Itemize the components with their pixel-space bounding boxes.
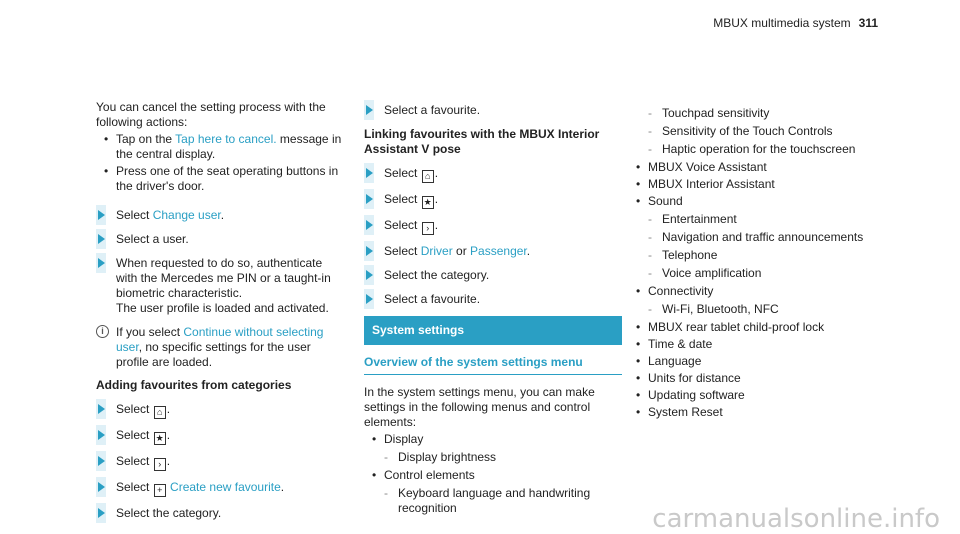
list-subitem: - Voice amplification xyxy=(648,266,906,281)
list-subitem: - Entertainment xyxy=(648,212,906,227)
list-item: • Units for distance xyxy=(636,371,906,386)
step-item: Select Driver or Passenger. xyxy=(364,244,622,259)
section-heading: Linking favourites with the MBUX Interior Assistant V pose xyxy=(364,127,600,156)
step-item: Select › . xyxy=(96,454,344,471)
step-arrow-icon xyxy=(366,246,373,256)
driver-link[interactable]: Driver xyxy=(420,244,453,258)
step-arrow-icon xyxy=(98,456,105,466)
step-arrow-icon xyxy=(366,105,373,115)
step-arrow-icon xyxy=(366,168,373,178)
column-2 xyxy=(364,103,622,519)
plus-icon: + xyxy=(154,484,166,497)
step-item: When requested to do so, authenticate with the Mercedes me PIN or a taught-in biometric characteristic. The user profile is loaded and activated. xyxy=(96,256,344,316)
step-arrow-icon xyxy=(366,270,373,280)
column-3 xyxy=(636,103,906,422)
list-item: • MBUX Voice Assistant xyxy=(636,160,906,175)
list-item: • Press one of the seat operating buttons in the driver's door. xyxy=(104,164,344,194)
chevron-right-icon: › xyxy=(154,458,166,471)
info-icon: i xyxy=(96,325,109,338)
home-icon: ⌂ xyxy=(422,170,434,183)
list-subitem: - Keyboard language and handwriting recognition xyxy=(384,486,622,516)
settings-list xyxy=(636,106,906,420)
list-item: • System Reset xyxy=(636,405,906,420)
create-favourite-link[interactable]: Create new favourite xyxy=(170,480,281,494)
page-header xyxy=(713,16,878,31)
step-arrow-icon xyxy=(366,220,373,230)
info-note: i If you select Continue without selecting user, no specific settings for the user profile are loaded. xyxy=(96,325,344,370)
step-arrow-icon xyxy=(98,482,105,492)
step-arrow-icon xyxy=(98,430,105,440)
header-title: MBUX multimedia system xyxy=(713,16,851,30)
step-item: Select a favourite. xyxy=(364,292,622,307)
step-item: Select ★ . xyxy=(96,428,344,445)
star-icon: ★ xyxy=(155,433,164,443)
step-arrow-icon xyxy=(366,294,373,304)
change-user-link[interactable]: Change user xyxy=(152,208,221,222)
list-subitem: - Wi-Fi, Bluetooth, NFC xyxy=(648,302,906,317)
list-item: • Language xyxy=(636,354,906,369)
list-item: • Sound xyxy=(636,194,906,209)
list-item: • Display xyxy=(372,432,622,447)
chevron-right-icon: › xyxy=(422,222,434,235)
step-arrow-icon xyxy=(366,194,373,204)
list-subitem: - Sensitivity of the Touch Controls xyxy=(648,124,906,139)
step-item: Select a user. xyxy=(96,232,344,247)
intro-text: You can cancel the setting process with the following actions: xyxy=(96,100,326,129)
list-subitem: - Touchpad sensitivity xyxy=(648,106,906,121)
step-item: Select ★ . xyxy=(364,192,622,209)
step-item: Select Change user. xyxy=(96,208,344,223)
list-item: • Connectivity xyxy=(636,284,906,299)
star-icon: ★ xyxy=(423,197,432,207)
tap-cancel-link[interactable]: Tap here to cancel. xyxy=(175,132,277,146)
step-item: Select › . xyxy=(364,218,622,235)
column-1 xyxy=(96,100,344,530)
home-icon: ⌂ xyxy=(154,406,166,419)
list-subitem: - Display brightness xyxy=(384,450,622,465)
list-item: • Updating software xyxy=(636,388,906,403)
step-item: Select a favourite. xyxy=(364,103,622,118)
step-arrow-icon xyxy=(98,258,105,268)
list-item: • MBUX Interior Assistant xyxy=(636,177,906,192)
list-subitem: - Haptic operation for the touchscreen xyxy=(648,142,906,157)
step-item: Select the category. xyxy=(364,268,622,283)
step-arrow-icon xyxy=(98,404,105,414)
list-subitem: - Navigation and traffic announcements xyxy=(648,230,906,245)
step-item: Select + Create new favourite. xyxy=(96,480,344,497)
step-item: Select ⌂ . xyxy=(96,402,344,419)
overview-text: In the system settings menu, you can make settings in the following menus and control elements: xyxy=(364,385,595,429)
step-arrow-icon xyxy=(98,508,105,518)
step-arrow-icon xyxy=(98,210,105,220)
step-item: Select the category. xyxy=(96,506,344,521)
list-item: • Control elements xyxy=(372,468,622,483)
step-item: Select ⌂ . xyxy=(364,166,622,183)
section-heading: Adding favourites from categories xyxy=(96,378,292,392)
list-item: • Time & date xyxy=(636,337,906,352)
list-subitem: - Telephone xyxy=(648,248,906,263)
watermark: carmanualsonline.info xyxy=(652,504,940,534)
system-settings-bar: System settings xyxy=(364,316,622,345)
list-item: • Tap on the Tap here to cancel. message in the central display. xyxy=(104,132,344,162)
system-settings-subheading: Overview of the system settings menu xyxy=(364,355,622,375)
continue-without-user-link[interactable]: Continue without selecting user xyxy=(116,325,324,354)
list-item: • MBUX rear tablet child-proof lock xyxy=(636,320,906,335)
passenger-link[interactable]: Passenger xyxy=(470,244,527,258)
page-number: 311 xyxy=(858,16,878,30)
step-arrow-icon xyxy=(98,234,105,244)
